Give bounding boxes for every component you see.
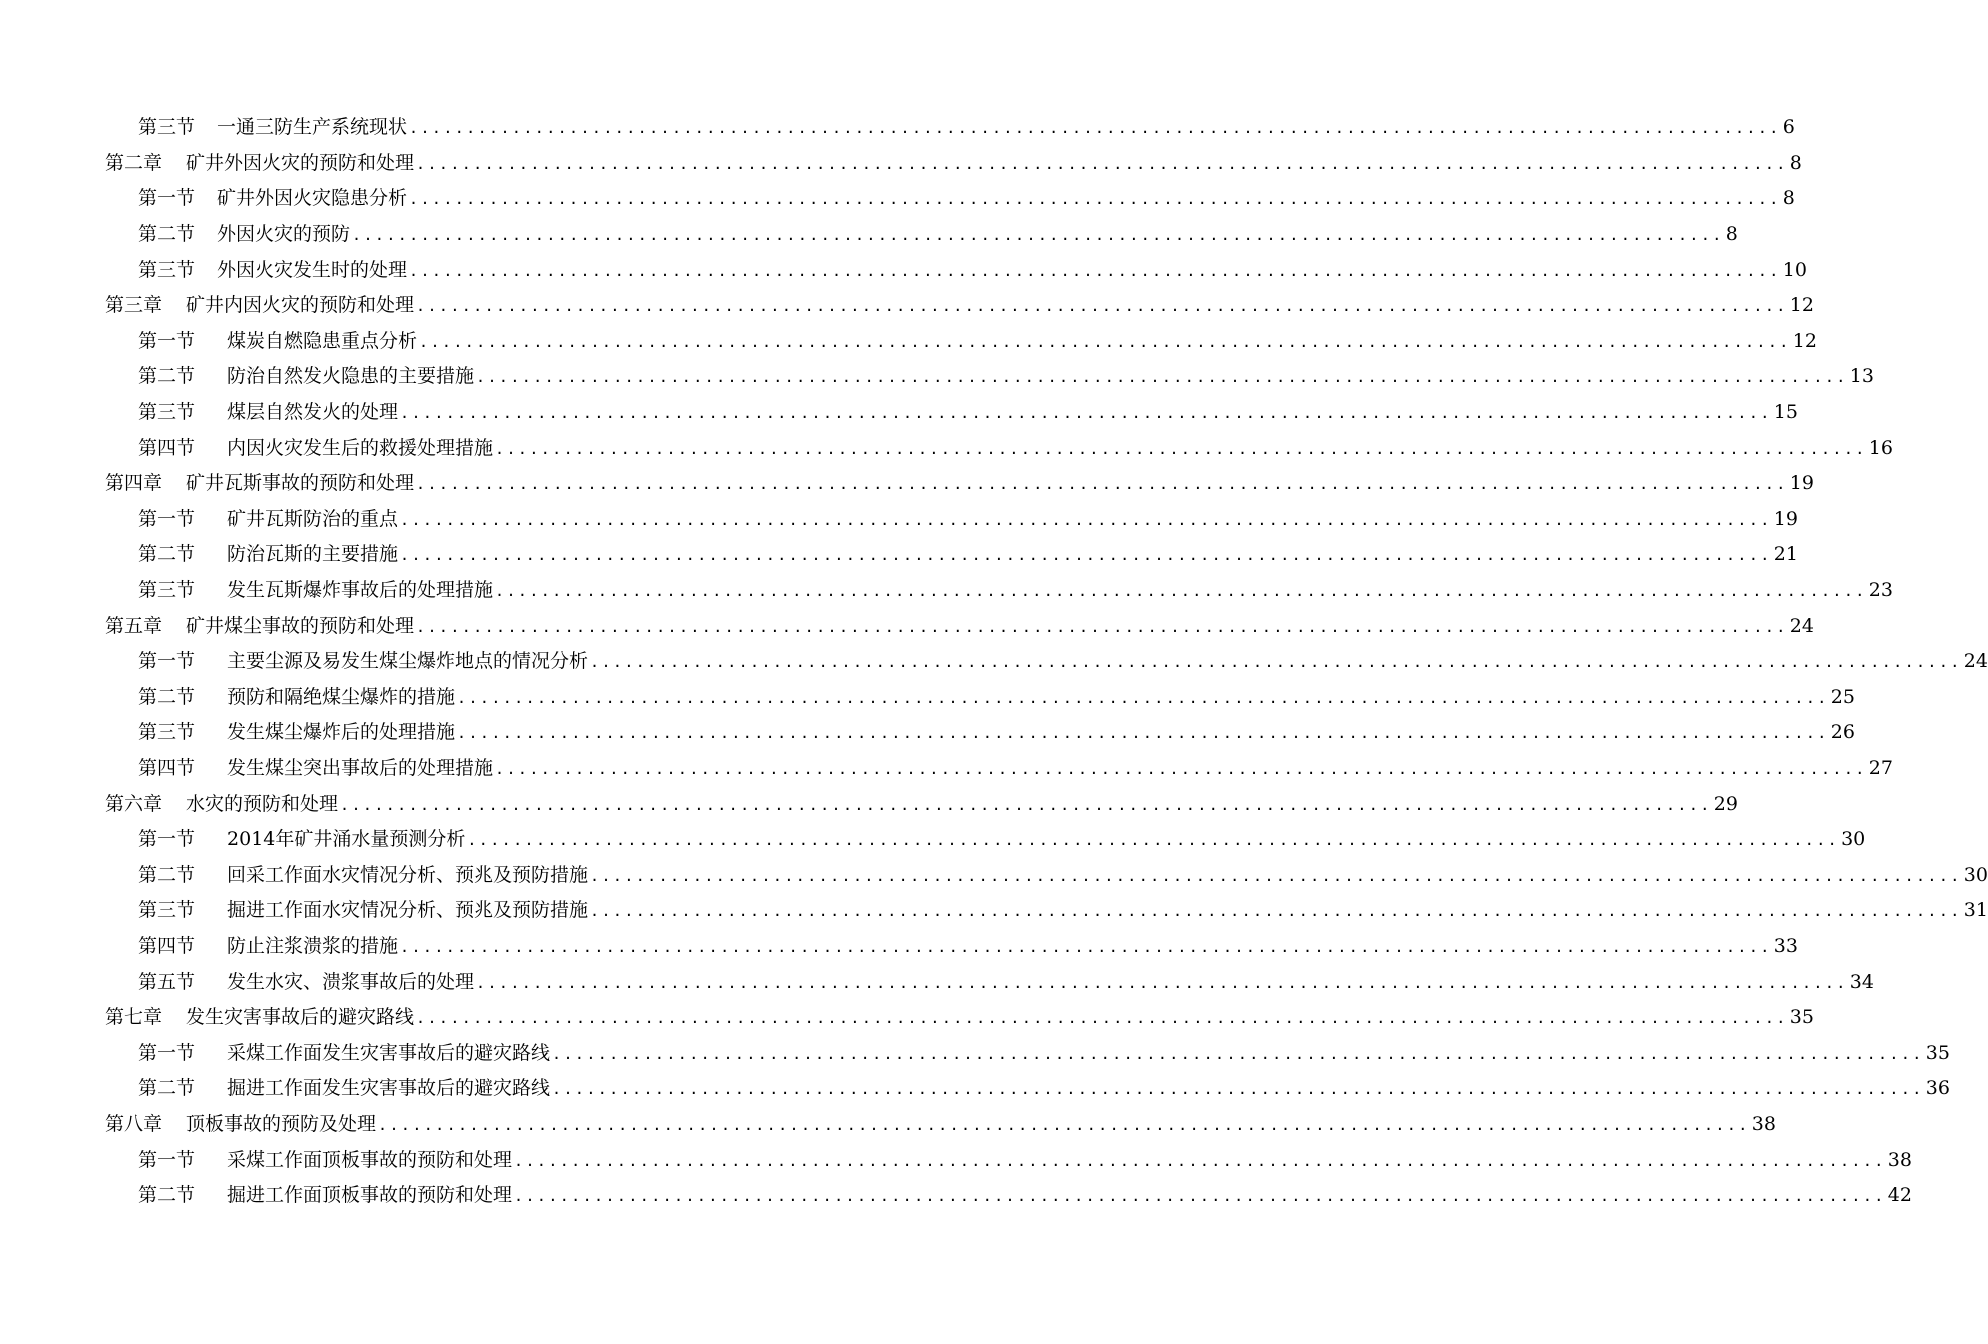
toc-entry-page-number: 30 — [1841, 828, 1866, 851]
toc-entry-page-number: 33 — [1773, 934, 1798, 957]
dot-leader: ........................................................................................................................ — [476, 973, 1848, 992]
dot-leader: ........................................................................................................................ — [409, 261, 1781, 280]
dot-leader: ........................................................................................................................ — [495, 759, 1867, 778]
table-of-contents — [0, 110, 1988, 1213]
toc-entry-page-number: 23 — [1868, 579, 1893, 602]
toc-entry-number: 第一节 — [138, 1041, 196, 1064]
dot-leader: ........................................................................................................................ — [552, 1080, 1924, 1099]
toc-entry-title: 矿井瓦斯防治的重点 — [227, 507, 399, 530]
toc-entry-title: 采煤工作面发生灾害事故后的避灾路线 — [227, 1041, 551, 1064]
toc-chapter-entry[interactable] — [0, 146, 1802, 182]
toc-entry-number: 第五节 — [138, 970, 196, 993]
toc-entry-page-number: 38 — [1887, 1148, 1912, 1171]
toc-chapter-entry[interactable] — [0, 466, 1814, 502]
toc-entry-number: 第三节 — [138, 721, 196, 744]
dot-leader: ........................................................................................................................ — [400, 546, 1772, 565]
toc-section-entry[interactable] — [0, 1178, 1912, 1214]
toc-entry-number: 第一节 — [138, 1148, 196, 1171]
toc-entry-page-number: 31 — [1963, 899, 1988, 922]
toc-entry-number: 第二节 — [138, 1184, 196, 1207]
toc-entry-number: 第三节 — [138, 401, 196, 424]
toc-chapter-entry[interactable] — [0, 1000, 1814, 1036]
toc-entry-number: 第三节 — [138, 116, 196, 139]
toc-entry-title: 掘进工作面顶板事故的预防和处理 — [227, 1184, 513, 1207]
toc-entry-title: 发生瓦斯爆炸事故后的处理措施 — [227, 579, 494, 602]
toc-entry-page-number: 35 — [1789, 1006, 1814, 1029]
toc-entry-page-number: 27 — [1868, 756, 1893, 779]
toc-entry-page-number: 6 — [1782, 116, 1795, 139]
dot-leader: ........................................................................................................................ — [400, 510, 1772, 529]
toc-entry-number: 第四章 — [105, 472, 163, 495]
toc-entry-page-number: 26 — [1830, 721, 1855, 744]
toc-entry-page-number: 34 — [1849, 970, 1874, 993]
dot-leader: ........................................................................................................................ — [552, 1044, 1924, 1063]
toc-entry-number: 第四节 — [138, 756, 196, 779]
toc-entry-number: 第四节 — [138, 934, 196, 957]
toc-entry-number: 第七章 — [105, 1006, 163, 1029]
toc-entry-page-number: 29 — [1713, 792, 1738, 815]
toc-entry-page-number: 10 — [1782, 258, 1807, 281]
toc-section-entry[interactable] — [0, 502, 1798, 538]
toc-entry-title: 掘进工作面发生灾害事故后的避灾路线 — [227, 1077, 551, 1100]
toc-entry-title: 掘进工作面水灾情况分析、预兆及预防措施 — [227, 899, 589, 922]
toc-entry-title: 采煤工作面顶板事故的预防和处理 — [227, 1148, 513, 1171]
toc-section-entry[interactable] — [0, 395, 1798, 431]
toc-section-entry[interactable] — [0, 359, 1874, 395]
toc-section-entry[interactable] — [0, 573, 1893, 609]
toc-entry-title: 发生煤尘突出事故后的处理措施 — [227, 756, 494, 779]
toc-section-entry[interactable] — [0, 929, 1798, 965]
dot-leader: ........................................................................................................................ — [419, 332, 1791, 351]
toc-entry-page-number: 30 — [1963, 863, 1988, 886]
toc-entry-number: 第一节 — [138, 650, 196, 673]
toc-entry-title: 煤层自然发火的处理 — [227, 401, 399, 424]
toc-section-entry[interactable] — [0, 110, 1795, 146]
toc-entry-page-number: 21 — [1773, 543, 1798, 566]
toc-entry-title: 内因火灾发生后的救援处理措施 — [227, 436, 494, 459]
toc-entry-number: 第一节 — [138, 329, 196, 352]
dot-leader: ........................................................................................................................ — [457, 688, 1829, 707]
toc-entry-title: 防治自然发火隐患的主要措施 — [227, 365, 475, 388]
toc-section-entry[interactable] — [0, 822, 1866, 858]
toc-chapter-entry[interactable] — [0, 288, 1814, 324]
toc-entry-number: 第二节 — [138, 365, 196, 388]
dot-leader: ........................................................................................................................ — [416, 475, 1788, 494]
dot-leader: ........................................................................................................................ — [400, 404, 1772, 423]
dot-leader: ........................................................................................................................ — [416, 1009, 1788, 1028]
toc-entry-page-number: 24 — [1789, 614, 1814, 637]
dot-leader: ........................................................................................................................ — [590, 866, 1962, 885]
dot-leader: ........................................................................................................................ — [400, 937, 1772, 956]
dot-leader: ........................................................................................................................ — [476, 368, 1848, 387]
toc-entry-title: 预防和隔绝煤尘爆炸的措施 — [227, 685, 456, 708]
dot-leader: ........................................................................................................................ — [378, 1115, 1750, 1134]
toc-entry-number: 第二节 — [138, 863, 196, 886]
dot-leader: ........................................................................................................................ — [590, 902, 1962, 921]
toc-entry-title: 矿井瓦斯事故的预防和处理 — [186, 472, 415, 495]
toc-entry-page-number: 12 — [1792, 329, 1817, 352]
toc-entry-number: 第一节 — [138, 187, 196, 210]
toc-entry-number: 第一节 — [138, 507, 196, 530]
dot-leader: ........................................................................................................................ — [416, 154, 1788, 173]
toc-entry-title: 矿井煤尘事故的预防和处理 — [186, 614, 415, 637]
toc-entry-page-number: 8 — [1789, 151, 1802, 174]
toc-entry-number: 第三章 — [105, 294, 163, 317]
toc-section-entry[interactable] — [0, 181, 1795, 217]
toc-entry-page-number: 42 — [1887, 1184, 1912, 1207]
dot-leader: ........................................................................................................................ — [409, 190, 1781, 209]
toc-section-entry[interactable] — [0, 857, 1988, 893]
toc-entry-title: 一通三防生产系统现状 — [217, 116, 408, 139]
toc-entry-number: 第三节 — [138, 579, 196, 602]
toc-entry-title: 发生煤尘爆炸后的处理措施 — [227, 721, 456, 744]
toc-entry-number: 第二章 — [105, 151, 163, 174]
toc-entry-title: 外因火灾的预防 — [217, 223, 351, 246]
toc-entry-title: 发生水灾、溃浆事故后的处理 — [227, 970, 475, 993]
toc-entry-page-number: 25 — [1830, 685, 1855, 708]
toc-entry-page-number: 36 — [1925, 1077, 1950, 1100]
toc-entry-number: 第八章 — [105, 1112, 163, 1135]
toc-entry-number: 第六章 — [105, 792, 163, 815]
toc-entry-page-number: 19 — [1789, 472, 1814, 495]
toc-section-entry[interactable] — [0, 644, 1988, 680]
toc-entry-page-number: 24 — [1963, 650, 1988, 673]
toc-section-entry[interactable] — [0, 1142, 1912, 1178]
toc-chapter-entry[interactable] — [0, 1107, 1776, 1143]
toc-entry-page-number: 16 — [1868, 436, 1893, 459]
toc-section-entry[interactable] — [0, 680, 1855, 716]
toc-chapter-entry[interactable] — [0, 608, 1814, 644]
toc-entry-page-number: 8 — [1782, 187, 1795, 210]
toc-entry-page-number: 8 — [1725, 223, 1738, 246]
toc-entry-title: 回采工作面水灾情况分析、预兆及预防措施 — [227, 863, 589, 886]
toc-section-entry[interactable] — [0, 1071, 1950, 1107]
dot-leader: ........................................................................................................................ — [495, 582, 1867, 601]
toc-entry-number: 第二节 — [138, 223, 196, 246]
toc-entry-title: 防止注浆溃浆的措施 — [227, 934, 399, 957]
toc-entry-title: 煤炭自燃隐患重点分析 — [227, 329, 418, 352]
toc-entry-title: 发生灾害事故后的避灾路线 — [186, 1006, 415, 1029]
toc-entry-number: 第二节 — [138, 543, 196, 566]
toc-entry-number: 第五章 — [105, 614, 163, 637]
toc-section-entry[interactable] — [0, 715, 1855, 751]
toc-entry-page-number: 15 — [1773, 401, 1798, 424]
dot-leader: ........................................................................................................................ — [590, 653, 1962, 672]
toc-section-entry[interactable] — [0, 430, 1893, 466]
toc-chapter-entry[interactable] — [0, 786, 1738, 822]
dot-leader: ........................................................................................................................ — [416, 617, 1788, 636]
toc-entry-number: 第三节 — [138, 258, 196, 281]
dot-leader: ........................................................................................................................ — [467, 831, 1840, 850]
dot-leader: ........................................................................................................................ — [352, 226, 1724, 245]
toc-entry-page-number: 35 — [1925, 1041, 1950, 1064]
toc-entry-title: 主要尘源及易发生煤尘爆炸地点的情况分析 — [227, 650, 589, 673]
toc-section-entry[interactable] — [0, 964, 1874, 1000]
dot-leader: ........................................................................................................................ — [340, 795, 1712, 814]
toc-entry-title: 2014年矿井涌水量预测分析 — [227, 828, 466, 851]
toc-section-entry[interactable] — [0, 324, 1817, 360]
toc-entry-title: 水灾的预防和处理 — [186, 792, 339, 815]
toc-section-entry[interactable] — [0, 751, 1893, 787]
toc-section-entry[interactable] — [0, 1035, 1950, 1071]
toc-section-entry[interactable] — [0, 893, 1988, 929]
dot-leader: ........................................................................................................................ — [457, 724, 1829, 743]
toc-entry-page-number: 38 — [1751, 1112, 1776, 1135]
toc-entry-title: 矿井外因火灾隐患分析 — [217, 187, 408, 210]
toc-section-entry[interactable] — [0, 537, 1798, 573]
toc-entry-number: 第三节 — [138, 899, 196, 922]
toc-entry-number: 第一节 — [138, 828, 196, 851]
toc-entry-number: 第二节 — [138, 685, 196, 708]
dot-leader: ........................................................................................................................ — [514, 1151, 1886, 1170]
toc-entry-page-number: 19 — [1773, 507, 1798, 530]
toc-entry-title: 矿井内因火灾的预防和处理 — [186, 294, 415, 317]
toc-entry-number: 第二节 — [138, 1077, 196, 1100]
toc-entry-page-number: 13 — [1849, 365, 1874, 388]
toc-entry-page-number: 12 — [1789, 294, 1814, 317]
toc-entry-title: 顶板事故的预防及处理 — [186, 1112, 377, 1135]
toc-section-entry[interactable] — [0, 217, 1738, 253]
dot-leader: ........................................................................................................................ — [416, 297, 1788, 316]
toc-entry-number: 第四节 — [138, 436, 196, 459]
dot-leader: ........................................................................................................................ — [514, 1187, 1886, 1206]
dot-leader: ........................................................................................................................ — [409, 119, 1781, 138]
toc-section-entry[interactable] — [0, 252, 1807, 288]
toc-entry-title: 防治瓦斯的主要措施 — [227, 543, 399, 566]
toc-entry-title: 矿井外因火灾的预防和处理 — [186, 151, 415, 174]
toc-entry-title: 外因火灾发生时的处理 — [217, 258, 408, 281]
dot-leader: ........................................................................................................................ — [495, 439, 1867, 458]
